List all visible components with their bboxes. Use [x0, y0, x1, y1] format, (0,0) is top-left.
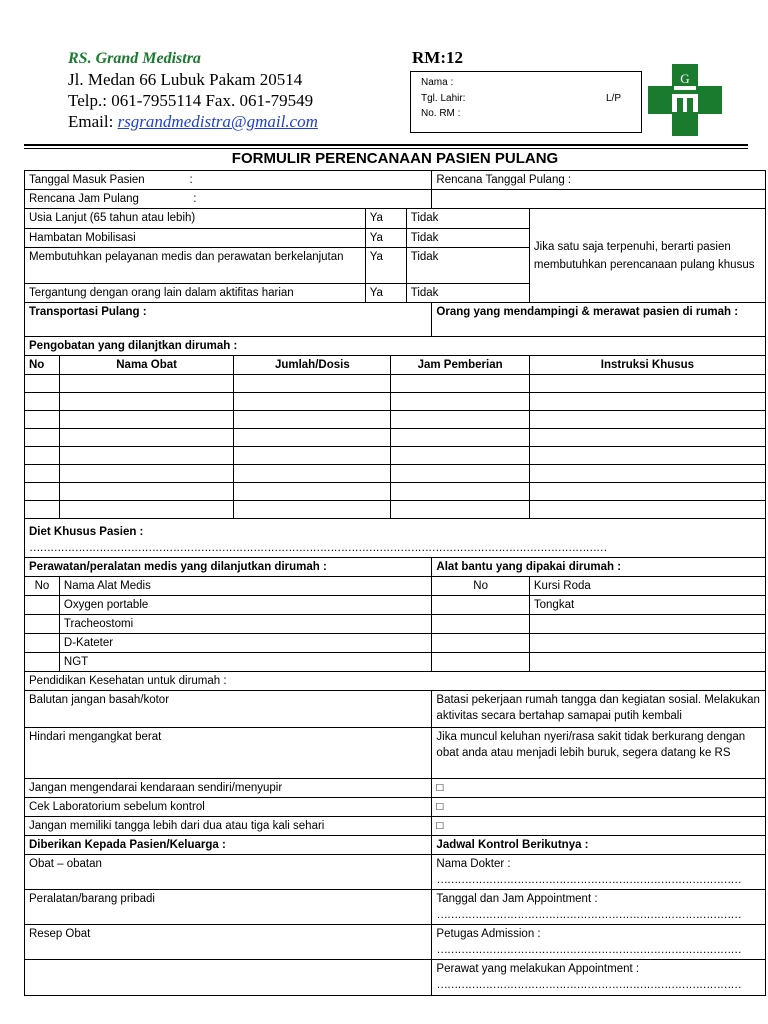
rm-code: RM:12 — [412, 48, 463, 67]
transportasi-field[interactable]: Transportasi Pulang : — [25, 303, 432, 337]
med-header-instruksi: Instruksi Khusus — [529, 356, 765, 375]
hospital-phone: Telp.: 061-7955114 Fax. 061-79549 — [68, 91, 314, 110]
med-cell[interactable] — [25, 447, 60, 465]
pengobatan-title: Pengobatan yang dilanjtkan dirumah : — [25, 337, 766, 356]
bantu-no-cell — [432, 634, 529, 653]
obat-checkbox[interactable]: Obat – obatan — [25, 855, 432, 890]
diet-label: Diet Khusus Pasien : — [29, 526, 144, 538]
email-label: Email: — [68, 112, 118, 131]
hospital-email-line — [68, 111, 318, 132]
rencana-jam-pulang-field[interactable]: Rencana Jam Pulang : — [25, 190, 432, 209]
no-rm-label: No. RM : — [421, 108, 461, 119]
form-title: FORMULIR PERENCANAAN PASIEN PULANG — [231, 150, 559, 167]
med-cell[interactable] — [529, 411, 765, 429]
row-tanggal-masuk — [25, 171, 766, 190]
med-cell[interactable] — [234, 483, 391, 501]
med-row — [25, 411, 766, 429]
med-header-jumlah: Jumlah/Dosis — [234, 356, 391, 375]
med-cell[interactable] — [234, 465, 391, 483]
patient-id-box — [410, 71, 642, 133]
hospital-logo-icon — [648, 64, 722, 136]
criteria-label: Usia Lanjut (65 tahun atau lebih) — [25, 209, 366, 229]
diberikan-empty-cell[interactable] — [25, 960, 432, 996]
rencana-jam-empty — [432, 190, 766, 209]
hospital-address: Jl. Medan 66 Lubuk Pakam 20514 — [68, 70, 303, 89]
med-cell[interactable] — [391, 465, 530, 483]
hospital-name: RS. Grand Medistra — [68, 50, 201, 67]
alat-header-row — [25, 577, 766, 596]
alat-row — [25, 615, 766, 634]
ya-checkbox[interactable]: Ya — [365, 248, 406, 284]
med-cell[interactable] — [59, 483, 233, 501]
med-cell[interactable] — [529, 447, 765, 465]
edu-laboratorium-checkbox[interactable]: Cek Laboratorium sebelum kontrol — [25, 798, 432, 817]
med-cell[interactable] — [59, 375, 233, 393]
criteria-label: Tergantung dengan orang lain dalam aktifitas harian — [25, 284, 366, 303]
med-cell[interactable] — [25, 501, 60, 519]
med-cell[interactable] — [391, 393, 530, 411]
perawat-appointment-label: Perawat yang melakukan Appointment : — [436, 963, 640, 975]
edu-row — [25, 728, 766, 779]
perawat-appointment-dots: …………………………………………………………………………… — [436, 979, 741, 991]
ya-checkbox[interactable]: Ya — [365, 284, 406, 303]
tidak-checkbox[interactable]: Tidak — [406, 284, 529, 303]
header-rule — [24, 144, 748, 146]
diberikan-row — [25, 855, 766, 890]
med-cell[interactable] — [25, 483, 60, 501]
med-header-nama-obat: Nama Obat — [59, 356, 233, 375]
alat-bantu-title: Alat bantu yang dipakai dirumah : — [432, 558, 766, 577]
bantu-empty-cell[interactable] — [529, 653, 765, 672]
med-row — [25, 501, 766, 519]
diet-field[interactable] — [25, 519, 766, 558]
row-rencana-jam — [25, 190, 766, 209]
med-cell[interactable] — [529, 375, 765, 393]
diberikan-title: Diberikan Kepada Pasien/Keluarga : — [25, 836, 432, 855]
tidak-checkbox[interactable]: Tidak — [406, 229, 529, 248]
alat-no-cell — [25, 596, 60, 615]
alat-row — [25, 653, 766, 672]
perawat-appointment-field[interactable] — [432, 960, 766, 996]
med-cell[interactable] — [234, 447, 391, 465]
edu-hindari-checkbox[interactable]: Hindari mengangkat berat — [25, 728, 432, 779]
edu-kendaraan-checkbox[interactable]: Jangan mengendarai kendaraan sendiri/menyupir — [25, 779, 432, 798]
edu-batasi-checkbox[interactable]: Batasi pekerjaan rumah tangga dan kegiatan sosial. Melakukan aktivitas secara bertahap samapai putih kembali — [432, 691, 766, 728]
alat-no-cell — [25, 615, 60, 634]
med-cell[interactable] — [234, 393, 391, 411]
diberikan-row — [25, 925, 766, 960]
nama-dokter-field[interactable] — [432, 855, 766, 890]
tracheostomi-checkbox[interactable]: Tracheostomi — [59, 615, 432, 634]
alat-no-cell — [25, 634, 60, 653]
med-cell[interactable] — [529, 501, 765, 519]
row-diet — [25, 519, 766, 558]
bantu-no-cell — [432, 596, 529, 615]
med-row — [25, 393, 766, 411]
med-row — [25, 429, 766, 447]
alat-header-no: No — [25, 577, 60, 596]
med-cell[interactable] — [59, 465, 233, 483]
alat-no-cell — [25, 653, 60, 672]
med-cell[interactable] — [391, 501, 530, 519]
ya-checkbox[interactable]: Ya — [365, 229, 406, 248]
edu-balutan-checkbox[interactable]: Balutan jangan basah/kotor — [25, 691, 432, 728]
med-header-no: No — [25, 356, 60, 375]
lp-label: L/P — [606, 93, 622, 104]
med-header-row — [25, 356, 766, 375]
row-perawatan-title — [25, 558, 766, 577]
med-cell[interactable] — [234, 501, 391, 519]
med-cell[interactable] — [529, 393, 765, 411]
row-pengobatan-title — [25, 337, 766, 356]
alat-row — [25, 634, 766, 653]
pendamping-field[interactable]: Orang yang mendampingi & merawat pasien di rumah : — [432, 303, 766, 337]
med-cell[interactable] — [59, 447, 233, 465]
edu-row — [25, 691, 766, 728]
med-cell[interactable] — [391, 483, 530, 501]
tidak-checkbox[interactable]: Tidak — [406, 248, 529, 284]
med-cell[interactable] — [234, 411, 391, 429]
med-row — [25, 483, 766, 501]
alat-row — [25, 596, 766, 615]
edu-empty-checkbox[interactable]: □ — [432, 798, 766, 817]
med-cell[interactable] — [59, 429, 233, 447]
header-rule-thin — [24, 148, 748, 149]
edu-empty-checkbox[interactable]: □ — [432, 779, 766, 798]
rencana-tanggal-pulang-field[interactable]: Rencana Tanggal Pulang : — [432, 171, 766, 190]
med-cell[interactable] — [234, 375, 391, 393]
edu-row — [25, 817, 766, 836]
nama-dokter-dots: …………………………………………………………………………… — [436, 874, 741, 886]
petugas-admission-field[interactable] — [432, 925, 766, 960]
med-cell[interactable] — [529, 429, 765, 447]
appointment-field[interactable] — [432, 890, 766, 925]
discharge-form-table — [24, 170, 766, 996]
edu-empty-checkbox[interactable]: □ — [432, 817, 766, 836]
edu-keluhan-checkbox[interactable]: Jika muncul keluhan nyeri/rasa sakit tidak berkurang dengan obat anda atau menjadi lebih buruk, segera datang ke RS — [432, 728, 766, 779]
email-link[interactable]: rsgrandmedistra@gmail.com — [117, 112, 318, 131]
med-cell[interactable] — [59, 501, 233, 519]
alat-header-nama: Nama Alat Medis — [59, 577, 432, 596]
med-cell[interactable] — [529, 465, 765, 483]
logo-letter: G — [680, 71, 690, 86]
hospital-header — [68, 48, 318, 132]
appointment-label: Tanggal dan Jam Appointment : — [436, 893, 598, 905]
med-cell[interactable] — [391, 411, 530, 429]
criteria-row — [25, 209, 766, 229]
appointment-dots: …………………………………………………………………………… — [436, 909, 741, 921]
criteria-label: Membutuhkan pelayanan medis dan perawatan berkelanjutan — [25, 248, 366, 284]
jadwal-title: Jadwal Kontrol Berikutnya : — [432, 836, 766, 855]
tanggal-masuk-field[interactable]: Tanggal Masuk Pasien : — [25, 171, 432, 190]
med-cell[interactable] — [25, 375, 60, 393]
nama-dokter-label: Nama Dokter : — [436, 858, 511, 870]
pendidikan-title: Pendidikan Kesehatan untuk dirumah : — [25, 672, 766, 691]
med-cell[interactable] — [25, 429, 60, 447]
petugas-admission-label: Petugas Admission : — [436, 928, 541, 940]
diberikan-row — [25, 890, 766, 925]
edu-tangga-checkbox[interactable]: Jangan memiliki tangga lebih dari dua atau tiga kali sehari — [25, 817, 432, 836]
bantu-empty-cell[interactable] — [529, 634, 765, 653]
bantu-no-cell — [432, 653, 529, 672]
diet-dots: ………………………………………………………………………………………………………………………………………………… — [29, 542, 607, 554]
nama-label: Nama : — [421, 77, 454, 88]
bantu-header-no: No — [432, 577, 529, 596]
row-pendidikan-title — [25, 672, 766, 691]
ngt-checkbox[interactable]: NGT — [59, 653, 432, 672]
diberikan-row — [25, 960, 766, 996]
peralatan-checkbox[interactable]: Peralatan/barang pribadi — [25, 890, 432, 925]
kursi-roda-checkbox[interactable]: Kursi Roda — [529, 577, 765, 596]
oxygen-checkbox[interactable]: Oxygen portable — [59, 596, 432, 615]
row-diberikan-title — [25, 836, 766, 855]
resep-obat-checkbox[interactable]: Resep Obat — [25, 925, 432, 960]
perawatan-title: Perawatan/peralatan medis yang dilanjutkan dirumah : — [25, 558, 432, 577]
petugas-admission-dots: …………………………………………………………………………… — [436, 944, 741, 956]
med-cell[interactable] — [234, 429, 391, 447]
criteria-label: Hambatan Mobilisasi — [25, 229, 366, 248]
med-cell[interactable] — [391, 429, 530, 447]
ya-checkbox[interactable]: Ya — [365, 209, 406, 229]
med-cell[interactable] — [25, 393, 60, 411]
d-kateter-checkbox[interactable]: D-Kateter — [59, 634, 432, 653]
med-cell[interactable] — [59, 393, 233, 411]
med-header-jam: Jam Pemberian — [391, 356, 530, 375]
tongkat-checkbox[interactable]: Tongkat — [529, 596, 765, 615]
med-cell[interactable] — [25, 411, 60, 429]
edu-row — [25, 798, 766, 817]
med-cell[interactable] — [529, 483, 765, 501]
med-cell[interactable] — [59, 411, 233, 429]
tgl-lahir-label: Tgl. Lahir: — [421, 93, 466, 104]
row-transportasi — [25, 303, 766, 337]
med-cell[interactable] — [391, 375, 530, 393]
bantu-empty-cell[interactable] — [529, 615, 765, 634]
med-row — [25, 447, 766, 465]
edu-row — [25, 779, 766, 798]
med-cell[interactable] — [391, 447, 530, 465]
med-row — [25, 465, 766, 483]
criteria-note: Jika satu saja terpenuhi, berarti pasien membutuhkan perencanaan pulang khusus — [529, 209, 765, 303]
bantu-no-cell — [432, 615, 529, 634]
med-cell[interactable] — [25, 465, 60, 483]
med-row — [25, 375, 766, 393]
tidak-checkbox[interactable]: Tidak — [406, 209, 529, 229]
